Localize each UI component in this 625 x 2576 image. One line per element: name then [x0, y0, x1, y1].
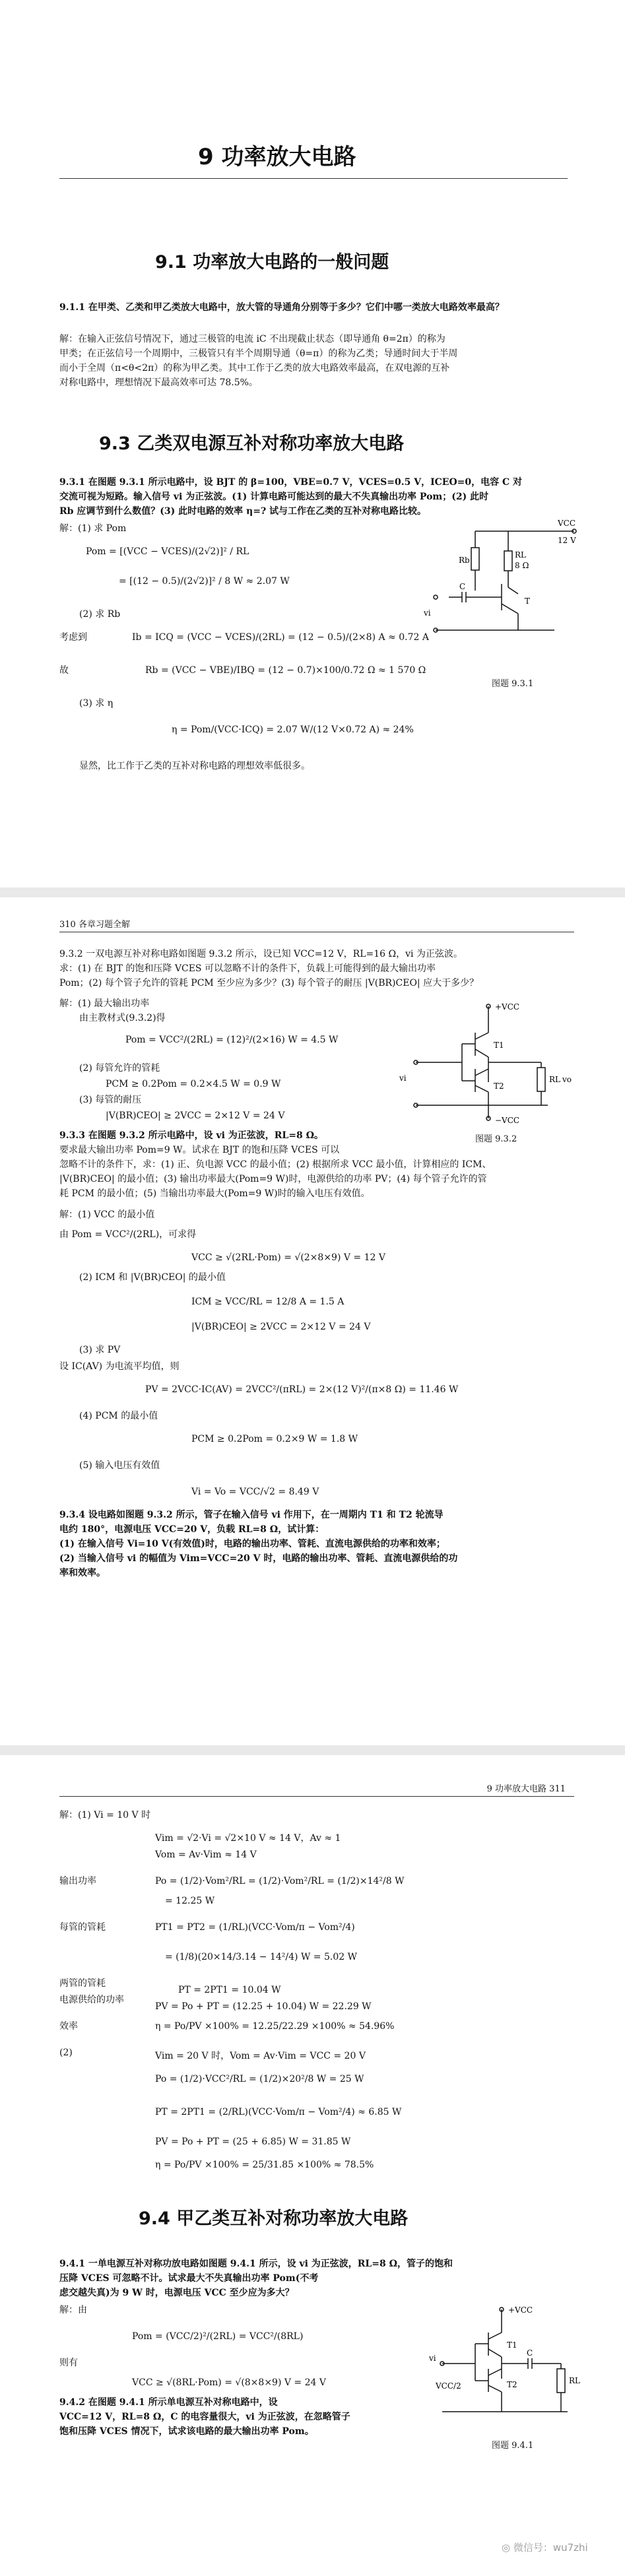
question-line: 9.3.1 在图题 9.3.1 所示电路中，设 BJT 的 β=100，VBE=0.7 V，VCES=0.5 V，ICEO=0，电容 C 对: [59, 477, 523, 488]
label-vi: vi: [424, 608, 431, 618]
equation-pv2: PV = Po + PT = (25 + 6.85) W = 31.85 W: [155, 2137, 351, 2147]
equation-po-value: = 12.25 W: [165, 1896, 215, 1906]
equation-vi: Vi = Vo = VCC/√2 = 8.49 V: [191, 1487, 319, 1497]
label-t1: T1: [494, 1041, 504, 1050]
equation-icq: Ib = ICQ = (VCC − VCES)/(2RL) = (12 − 0.5)/(2×8) A ≈ 0.72 A: [132, 632, 429, 643]
label-t2: T2: [494, 1081, 504, 1091]
watermark: [502, 2540, 588, 2554]
question-text: 9.1.1 在甲类、乙类和甲乙类放大电路中，放大管的导通角分别等于多少？它们中哪一类放大电路效率最高？: [59, 302, 504, 313]
solution-part-2: (2): [59, 2047, 73, 2058]
page-gap: [0, 887, 625, 897]
chapter-title: 9 功率放大电路: [198, 144, 356, 170]
answer-b4: (4) PCM 的最小值: [79, 1411, 158, 1421]
section-9-1-title: 9.1 功率放大电路的一般问题: [155, 252, 389, 273]
watermark-text: 微信号：wu7zhi: [513, 2542, 588, 2554]
equation-rb: Rb = (VCC − VBE)/IBQ = (12 − 0.7)×100/0.72 Ω ≈ 1 570 Ω: [145, 665, 426, 676]
question-line: 9.4.1 一单电源互补对称功放电路如图题 9.4.1 所示，设 vi 为正弦波，RL=8 Ω，管子的饱和: [59, 2259, 453, 2269]
equation-pt2: PT = 2PT1 = (2/RL)(VCC·Vom/π − Vom²/4) ≈ 6.85 W: [155, 2107, 402, 2117]
label-rl: RL: [569, 2376, 581, 2385]
equation-vom: Vom = Av·Vim ≈ 14 V: [155, 1850, 257, 1860]
question-line: 虑交越失真)为 9 W 时，电源电压 VCC 至少应为多大？: [59, 2288, 294, 2298]
section-9-3-title: 9.3 乙类双电源互补对称功率放大电路: [99, 434, 405, 454]
equation-efficiency2: η = Po/PV ×100% = 25/31.85 ×100% ≈ 78.5%: [155, 2160, 374, 2170]
label-vcc-bot: −VCC: [495, 1116, 520, 1125]
question-line: |V(BR)CEO| 的最小值；(3) 输出功率最大(Pom=9 W)时，电源供给的功率 PV；(4) 每个管子允许的管: [59, 1174, 487, 1184]
then-label: 则有: [59, 2358, 78, 2368]
question-line: 求：(1) 在 BJT 的饱和压降 VCES 可以忽略不计的条件下，负载上可能得到的最大输出功率: [59, 963, 436, 974]
conclusion-text: 显然，比工作于乙类的互补对称电路的理想效率低很多。: [79, 761, 310, 771]
label-vi: vi: [399, 1074, 407, 1083]
page-header: 310 各章习题全解: [59, 920, 130, 930]
circuit-figure-9-3-1: [422, 511, 594, 670]
question-line: 9.3.4 设电路如图题 9.3.2 所示，管子在输入信号 vi 作用下，在一周期内 T1 和 T2 轮流导: [59, 1510, 444, 1520]
page-gap: [0, 1745, 625, 1755]
answer-line: 对称电路中，理想情况下最高效率可达 78.5%。: [59, 377, 258, 388]
solution-part-1: 解：(1) Vi = 10 V 时: [59, 1810, 151, 1820]
label-c: C: [459, 582, 466, 591]
question-line: Rb 应调节到什么数值？(3) 此时电路的效率 η=? 试与工作在乙类的互补对称电路比较。: [59, 506, 427, 517]
answer-1b: 由主教材式(9.3.2)得: [79, 1013, 166, 1023]
equation-efficiency: η = Pom/(VCC·ICQ) = 2.07 W/(12 V×0.72 A) ≈ 24%: [172, 724, 414, 735]
question-9-3-2: [59, 947, 581, 990]
equation-pom-value: = [(12 − 0.5)/(2√2)]² / 8 W ≈ 2.07 W: [119, 576, 290, 587]
answer-line: 而小于全周（π<θ<2π）的称为甲乙类。其中工作于乙类的放大电路效率最高，在双电源的互补: [59, 363, 450, 373]
wechat-icon: ◎: [502, 2542, 513, 2554]
header-rule: [59, 1796, 574, 1797]
equation-pt1: PT1 = PT2 = (1/RL)(VCC·Vom/π − Vom²/4): [155, 1922, 355, 1933]
label-t1: T1: [507, 2340, 517, 2350]
equation-pcm: PCM ≥ 0.2Pom = 0.2×4.5 W = 0.9 W: [106, 1079, 281, 1089]
label-vcc-top: +VCC: [495, 1002, 520, 1012]
question-line: 要求最大输出功率 Pom=9 W。试求在 BJT 的饱和压降 VCES 可以: [59, 1145, 340, 1155]
answer-b2: (2) ICM 和 |V(BR)CEO| 的最小值: [79, 1272, 226, 1283]
question-9-1-1: [59, 300, 574, 315]
figure-caption-9-3-2: 图题 9.3.2: [475, 1134, 517, 1144]
answer-b1: 解：(1) VCC 的最小值: [59, 1209, 155, 1220]
label-tube-loss: 每管的管耗: [59, 1922, 106, 1933]
question-9-3-4: [59, 1508, 581, 1580]
circuit-figure-9-3-2: [389, 996, 587, 1128]
page-309: [0, 0, 625, 887]
label-8ohm: 8 Ω: [515, 561, 529, 570]
equation-pom: Pom = [(VCC − VCES)/(2√2)]² / RL: [86, 546, 249, 557]
equation-efficiency: η = Po/PV ×100% = 12.25/22.29 ×100% ≈ 54.96%: [155, 2021, 395, 2032]
label-c: C: [527, 2348, 533, 2358]
label-vi: vi: [429, 2354, 436, 2363]
question-line: 9.3.3 在图题 9.3.2 所示电路中，设 vi 为正弦波，RL=8 Ω。: [59, 1130, 324, 1141]
label-vcc-half: VCC/2: [436, 2381, 461, 2391]
answer-b5: (5) 输入电压有效值: [79, 1460, 160, 1471]
label-12v: 12 V: [558, 536, 576, 545]
equation-vcc: VCC ≥ √(2RL·Pom) = √(2×8×9) V = 12 V: [191, 1252, 385, 1263]
equation-pcm2: PCM ≥ 0.2Pom = 0.2×9 W = 1.8 W: [191, 1434, 358, 1444]
answer-9-1-1: [59, 332, 574, 390]
equation-po: Po = (1/2)·Vom²/RL = (1/2)·Vom²/RL = (1/2)×14²/8 W: [155, 1876, 405, 1886]
equation-pv: PV = 2VCC·IC(AV) = 2VCC²/(πRL) = 2×(12 V)²/(π×8 Ω) = 11.46 W: [145, 1384, 459, 1395]
label-vo: vo: [562, 1075, 572, 1084]
answer-b1b: 由 Pom = VCC²/(2RL)，可求得: [59, 1229, 197, 1240]
label-t: T: [525, 596, 531, 606]
page-310: [0, 897, 625, 1745]
question-line: 饱和压降 VCES 情况下，试求该电路的最大输出功率 Pom。: [59, 2426, 314, 2437]
divider: [59, 178, 568, 179]
section-9-4-title: 9.4 甲乙类互补对称功率放大电路: [139, 2208, 409, 2229]
question-line: 交流可视为短路。输入信号 vi 为正弦波。(1) 计算电路可能达到的最大不失真输出功率 Pom；(2) 此时: [59, 492, 489, 502]
label-vcc: +VCC: [508, 2305, 533, 2315]
figure-caption-9-4-1: 图题 9.4.1: [492, 2441, 534, 2451]
answer-part-2-label: (2) 求 Rb: [79, 609, 121, 620]
label-rb: Rb: [459, 556, 470, 565]
label-efficiency: 效率: [59, 2021, 78, 2032]
label-t2: T2: [507, 2380, 517, 2389]
therefore-label: 故: [59, 665, 69, 676]
question-line: VCC=12 V，RL=8 Ω，C 的电容量很大，vi 为正弦波，在忽略管子: [59, 2412, 350, 2422]
answer-part-1-label: 解：(1) 求 Pom: [59, 523, 127, 534]
equation-9-4-1: Pom = (VCC/2)²/(2RL) = VCC²/(8RL): [132, 2331, 304, 2342]
equation-po2: Po = (1/2)·VCC²/RL = (1/2)×20²/8 W = 25 W: [155, 2074, 364, 2084]
equation-vbr: |V(BR)CEO| ≥ 2VCC = 2×12 V = 24 V: [106, 1111, 285, 1121]
answer-line: 甲类；在正弦信号一个周期中，三极管只有半个周期导通（θ=π）的称为乙类；导通时间大于半周: [59, 348, 458, 359]
question-line: (2) 当输入信号 vi 的幅值为 Vim=VCC=20 V 时，电路的输出功率、管耗、直流电源供给的功: [59, 1553, 458, 1564]
label-two-tube-loss: 两管的管耗: [59, 1978, 106, 1989]
equation-pt1-value: = (1/8)(20×14/3.14 − 14²/4) W = 5.02 W: [165, 1952, 357, 1962]
question-line: 忽略不计的条件下，求：(1) 正、负电源 VCC 的最小值；(2) 根据所求 VCC 最小值，计算相应的 ICM、: [59, 1159, 492, 1170]
consider-label: 考虑到: [59, 632, 87, 643]
question-line: 耗 PCM 的最小值；(5) 当输出功率最大(Pom=9 W)时的输入电压有效值。: [59, 1188, 370, 1199]
equation-vim: Vim = √2·Vi = √2×10 V ≈ 14 V，Av ≈ 1: [155, 1833, 341, 1844]
question-line: 电约 180°，电源电压 VCC=20 V，负载 RL=8 Ω，试计算：: [59, 1524, 325, 1535]
question-line: 压降 VCES 可忽略不计。试求最大不失真输出功率 Pom(不考: [59, 2273, 319, 2284]
label-rl: RL: [549, 1075, 561, 1084]
page-header: 9 功率放大电路 311: [486, 1784, 566, 1794]
page-311: [0, 1755, 625, 2576]
question-line: 9.3.2 一双电源互补对称电路如图题 9.3.2 所示，设已知 VCC=12 V，RL=16 Ω，vi 为正弦波。: [59, 949, 463, 959]
answer-3: (3) 每管的耐压: [79, 1095, 142, 1105]
label-rl: RL: [515, 550, 527, 560]
answer-1: 解：(1) 最大输出功率: [59, 998, 150, 1009]
question-line: 率和效率。: [59, 1568, 106, 1578]
equation-pv: PV = Po + PT = (12.25 + 10.04) W = 22.29 W: [155, 2001, 372, 2012]
question-line: Pom；(2) 每个管子允许的管耗 PCM 至少应为多少？(3) 每个管子的耐压 |V(BR)CEO| 应大于多少？: [59, 978, 479, 988]
label-supply-power: 电源供给的功率: [59, 1995, 124, 2005]
answer-part-3-label: (3) 求 η: [79, 698, 114, 709]
question-9-4-1: [59, 2257, 581, 2300]
answer-b3: (3) 求 PV: [79, 1345, 121, 1355]
answer-2: (2) 每管允许的管耗: [79, 1063, 160, 1074]
equation-9-4-1b: VCC ≥ √(8RL·Pom) = √(8×8×9) V = 24 V: [132, 2377, 326, 2388]
answer-9-4-1: 解：由: [59, 2305, 87, 2315]
equation-vim2: Vim = 20 V 时，Vom = Av·Vim = VCC = 20 V: [155, 2051, 366, 2061]
equation-icm: ICM ≥ VCC/RL = 12/8 A = 1.5 A: [191, 1297, 345, 1307]
figure-caption-9-3-1: 图题 9.3.1: [492, 679, 534, 689]
question-9-4-2: [59, 2395, 429, 2439]
circuit-figure-9-4-1: [422, 2303, 594, 2428]
equation-pom: Pom = VCC²/(2RL) = (12)²/(2×16) W = 4.5 W: [125, 1035, 339, 1045]
label-vcc: VCC: [558, 519, 576, 528]
equation-vbr2: |V(BR)CEO| ≥ 2VCC = 2×12 V = 24 V: [191, 1322, 371, 1332]
label-output-power: 输出功率: [59, 1876, 96, 1886]
equation-pt: PT = 2PT1 = 10.04 W: [178, 1985, 281, 1995]
answer-line: 解：在输入正弦信号情况下，通过三极管的电流 iC 不出现截止状态（即导通角 θ=2π）的称为: [59, 334, 445, 344]
answer-b3b: 设 IC(AV) 为电流平均值，则: [59, 1361, 180, 1372]
question-line: 9.4.2 在图题 9.4.1 所示单电源互补对称电路中，设: [59, 2397, 278, 2408]
question-line: (1) 在输入信号 Vi=10 V(有效值)时，电路的输出功率、管耗、直流电源供给的功率和效率；: [59, 1539, 445, 1549]
